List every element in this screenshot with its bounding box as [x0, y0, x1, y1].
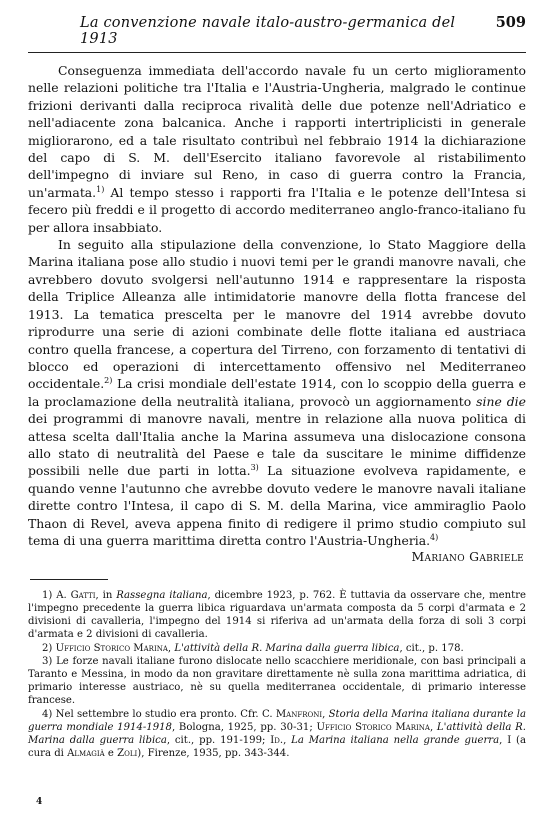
footnote — [28, 642, 526, 655]
text-run: 2) — [42, 642, 56, 654]
text-run: , — [167, 642, 175, 654]
text-run: , — [283, 735, 292, 747]
text-run: , I (a cura di — [28, 735, 526, 760]
footnote — [28, 708, 526, 761]
text-run: Storia della Marina italiana durante la guerra mondiale 1914-1918 — [28, 708, 527, 733]
text-run: , — [322, 708, 329, 720]
text-run: sine die — [476, 393, 526, 409]
text-run: L'attività della R. Marina dalla guerra libica — [174, 642, 400, 654]
text-run: e — [104, 748, 118, 760]
paragraph — [28, 236, 526, 549]
footnote — [28, 655, 526, 708]
text-run: Ufficio Storico Marina — [316, 721, 430, 733]
text-run: Conseguenza immediata dell'accordo navale fu un certo miglioramento nelle relazioni politiche tra l'Italia e l'Austria-Ungheria, malgrado le continue frizioni derivanti dalla reciproca rivalità delle due potenze nell'Adriatico e nell'adiacente zona balcanica. Anche i rapporti intertriplicisti in generale migliorarono, ed a tale risultato contribuì nel febbraio 1914 la dichiarazione del capo di S. M. dell'Esercito italiano favorevole al ristabilimento dell'impegno di inviare sul Reno, in caso di guerra contro la Francia, un'armata. — [28, 63, 526, 200]
text-run: Almagià — [67, 748, 105, 760]
text-run: 3) Le forze navali italiane furono dislocate nello scacchiere meridionale, con basi principali a Taranto e Messina, in modo da non gravitare direttamente nè sulla zona marittima adriatica, di primario interesse austriaco, nè su quella mediterranea occidentale, di primario interesse francese. — [28, 655, 526, 707]
text-run: dei programmi di manovre navali, mentre in relazione alla nuova politica di attesa scelta dall'Italia anche la Marina assumeva una dislocazione consona allo stato di neutralità del Paese e tale da suscitare le minime diffidenze possibili nelle due parti in lotta. — [28, 411, 526, 479]
page-number: 509 — [495, 14, 526, 31]
text-run: , in — [95, 589, 117, 601]
text-run: La situazione evolveva rapidamente, e quando venne l'autunno che avrebbe dovuto vedere le manovre navali italiane dirette contro l'Intesa, il capo di S. M. della Marina, vice ammiraglio Paolo Thaon di Revel, aveva appena finito di redigere il primo studio compiuto sul tema di una guerra marittima diretta contro l'Austria-Ungheria. — [28, 463, 526, 548]
footnote-divider — [30, 579, 108, 580]
footnote-ref: 3) — [250, 463, 259, 473]
text-run: , dicembre 1923, p. 762. È tuttavia da osservare che, mentre l'impegno precedente la guerra libica riguardava un'armata composta da 5 corpi d'armata e 2 divisioni di cavalleria, l'impegno del 1914 si riferiva ad un'armata della forza di soli 3 corpi d'armata e 2 divisioni di cavalleria. — [28, 589, 526, 641]
text-run: In seguito alla stipulazione della convenzione, lo Stato Maggiore della Marina italiana pose allo studio i nuovi temi per le grandi manovre navali, che avrebbero dovuto svolgersi nell'autunno 1914 e rappresentare la risposta della Triplice Alleanza alle intimidatorie manovre della flotta francese del 1913. La tematica prescelta per le manovre del 1914 avrebbe dovuto riprodurre una serie di azioni combinate delle flotte italiana ed austriaca contro quella francese, a copertura del Tirreno, con forzamento di tentativi di blocco ed operazioni di intercettamento offensivo nel Mediterraneo occidentale. — [28, 237, 526, 392]
book-page — [28, 14, 526, 760]
paragraph — [28, 62, 526, 236]
text-run: , Bologna, 1925, pp. 30-31; — [171, 721, 317, 733]
footnote — [28, 589, 526, 642]
text-run: Gatti — [70, 589, 96, 601]
text-run: ), Firenze, 1935, pp. 343-344. — [137, 748, 290, 760]
text-run: L'attività della R. Marina dalla guerra libica — [28, 721, 526, 747]
author-signature: Mariano Gabriele — [411, 549, 524, 565]
text-run: Ufficio Storico Marina — [55, 642, 168, 654]
text-run: , — [429, 721, 437, 733]
text-run: La crisi mondiale dell'estate 1914, con lo scoppio della guerra e la proclamazione della neutralità italiana, provocò un aggiornamento — [28, 376, 526, 409]
text-run: Rassegna italiana — [116, 589, 208, 601]
text-run: Zoli — [117, 748, 138, 760]
running-title: La convenzione navale italo-austro-germanica del 1913 — [80, 15, 456, 47]
footnote-ref: 2) — [104, 376, 113, 386]
footnotes — [28, 589, 526, 761]
footnote-ref: 1) — [96, 184, 105, 194]
text-run: , cit., p. 178. — [399, 642, 464, 654]
text-run: La Marina italiana nella grande guerra — [291, 735, 500, 747]
text-run: Manfroni — [275, 708, 323, 720]
text-run: Id. — [270, 735, 284, 747]
running-header — [28, 14, 526, 53]
text-run: 4) Nel settembre lo studio era pronto. Cfr. C. — [42, 708, 276, 720]
text-run: , cit., pp. 191-199; — [166, 735, 271, 747]
text-run: Al tempo stesso i rapporti fra l'Italia e le potenze dell'Intesa si fecero più freddi e il progetto di accordo mediterraneo anglo-franco-italiano fu per allora insabbiato. — [28, 184, 526, 235]
article-body — [28, 62, 526, 566]
footnote-ref: 4) — [430, 532, 439, 542]
text-run: 1) A. — [42, 589, 71, 601]
signature-mark: 4 — [36, 797, 43, 807]
